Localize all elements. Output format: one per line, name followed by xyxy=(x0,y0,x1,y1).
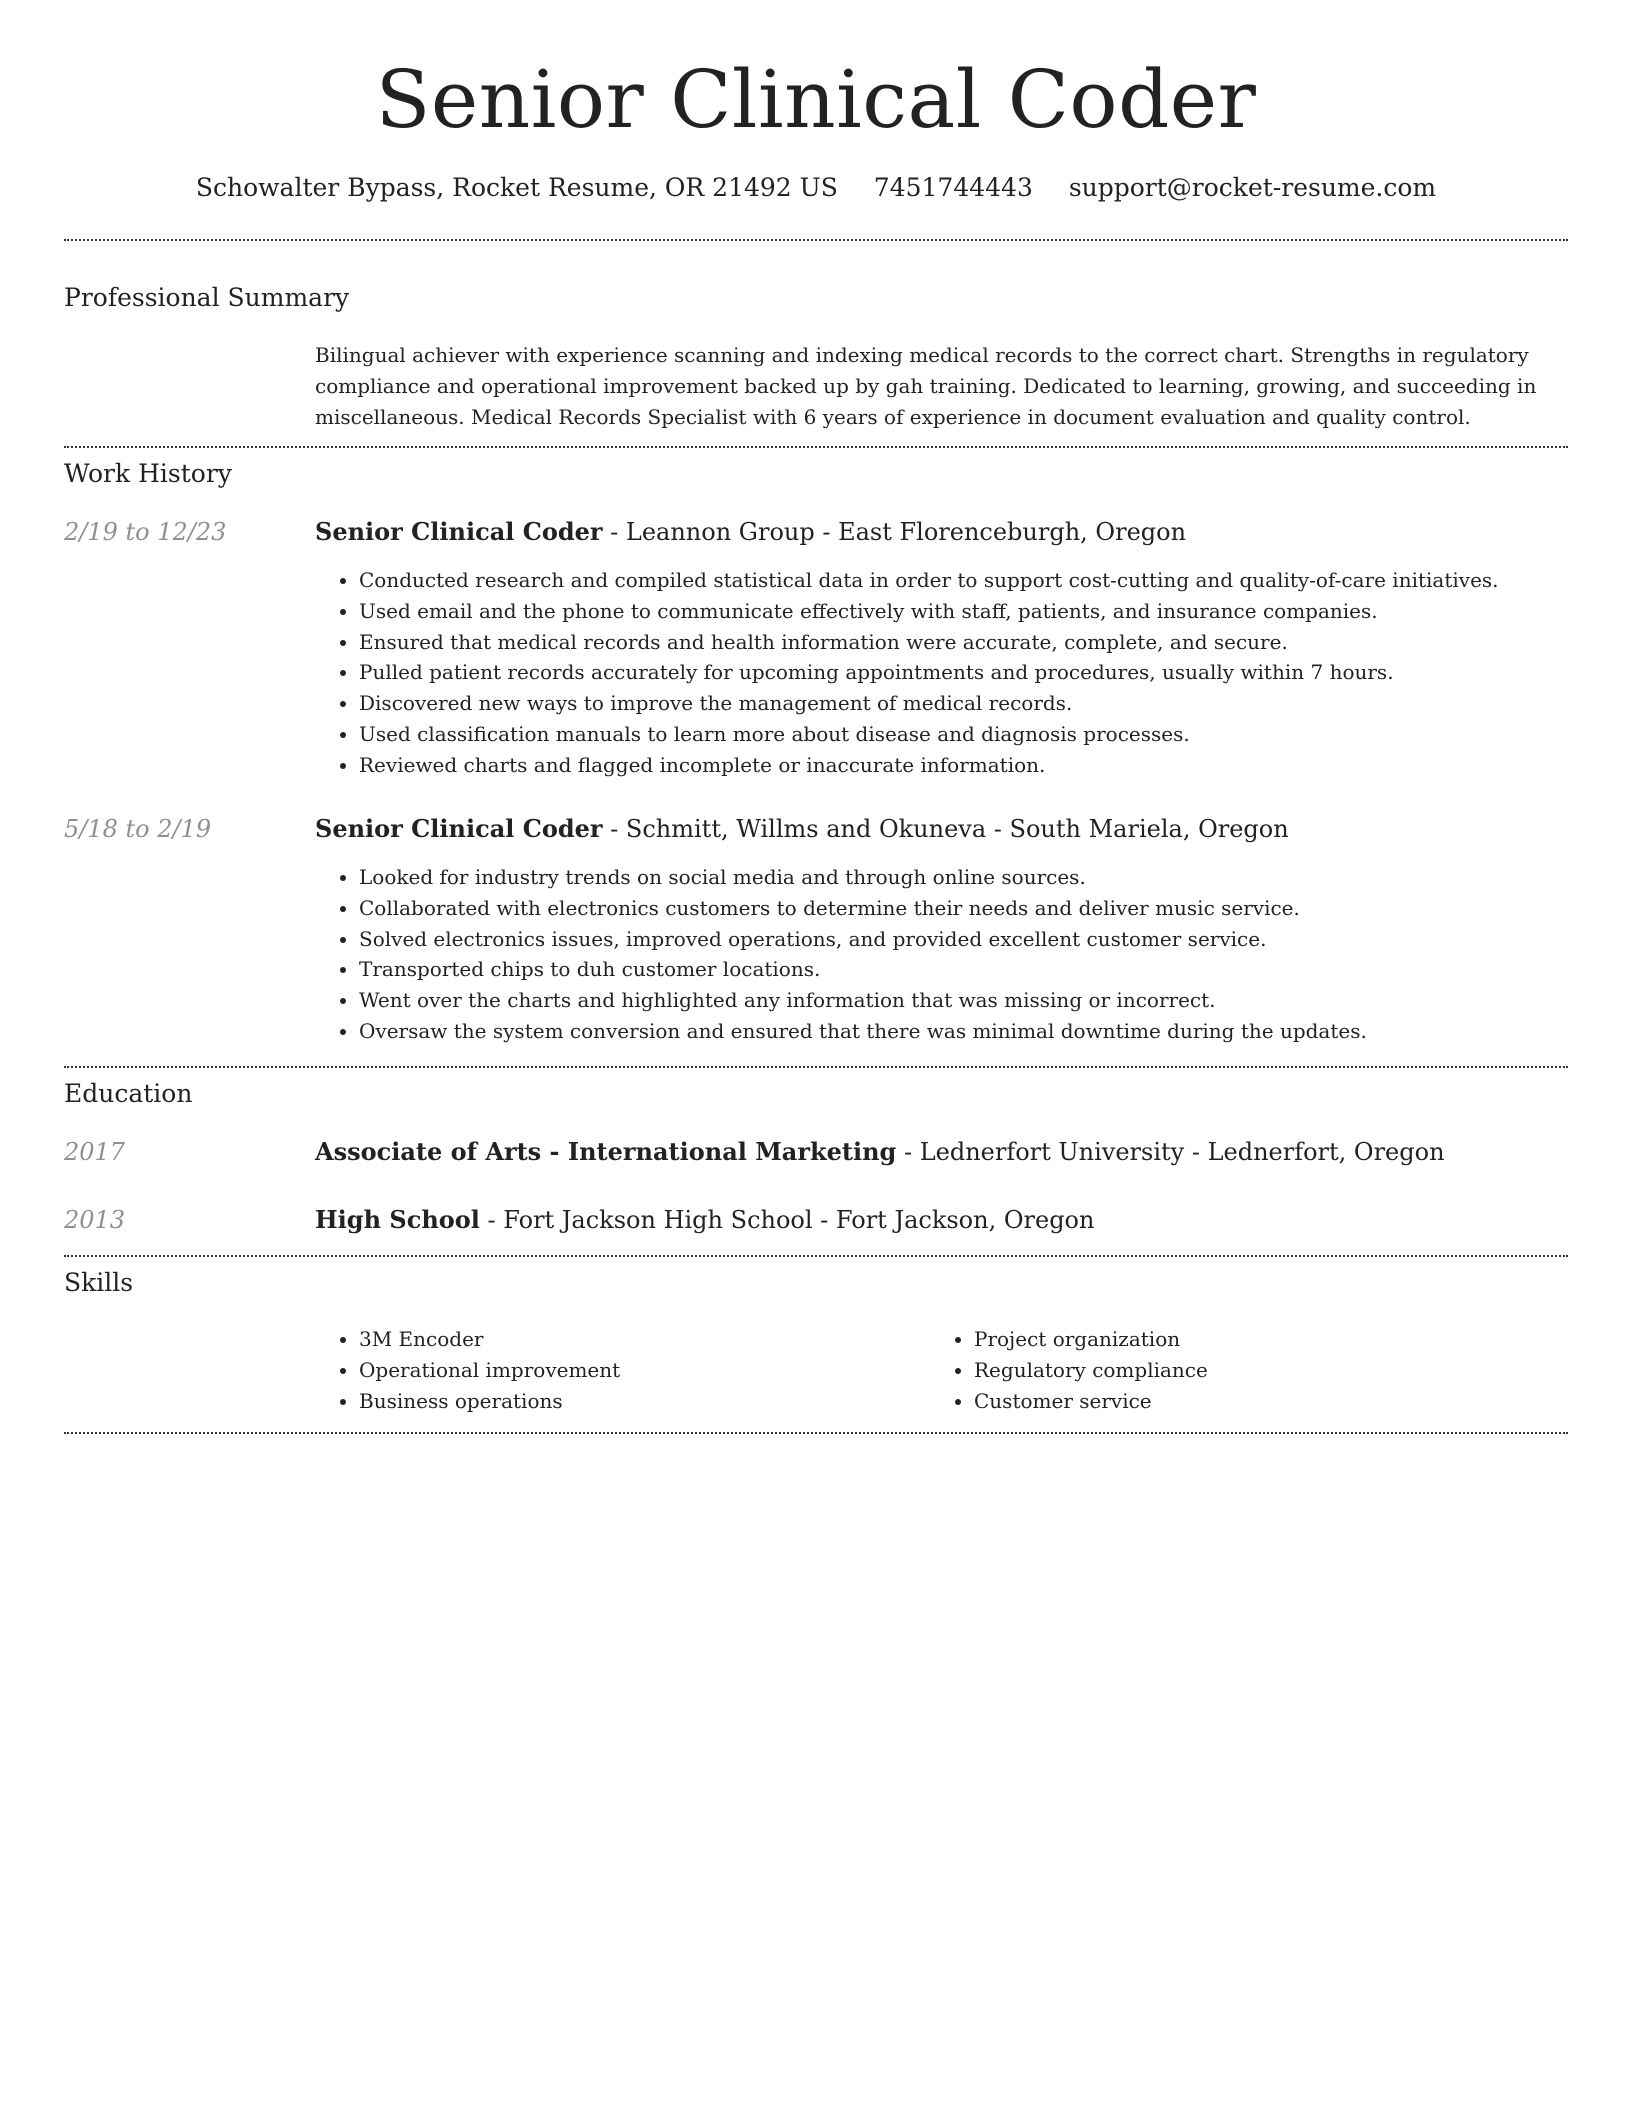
education-degree: Associate of Arts - International Marketing xyxy=(315,1137,897,1166)
list-item: • Collaborated with electronics customers to determine their needs and deliver music service. xyxy=(359,893,1367,924)
candidate-name: Senior Clinical Coder xyxy=(375,53,1257,146)
education-year: 2017 xyxy=(64,1138,126,1166)
job-details: - Schmitt, Willms and Okuneva - South Mariela, Oregon xyxy=(602,815,1289,843)
phone: 7451744443 xyxy=(873,173,1033,202)
job-heading xyxy=(315,812,1289,846)
section-title-work-history: Work History xyxy=(64,459,232,488)
list-item: • Oversaw the system conversion and ensured that there was minimal downtime during the updates. xyxy=(359,1016,1367,1047)
list-item: • Ensured that medical records and health information were accurate, complete, and secure. xyxy=(359,627,1499,658)
divider xyxy=(64,446,1568,448)
skill-item: • Customer service xyxy=(974,1386,1208,1417)
job-dates: 2/19 to 12/23 xyxy=(64,518,227,546)
divider xyxy=(64,1066,1568,1068)
education-degree: High School xyxy=(315,1205,480,1234)
list-item: • Solved electronics issues, improved operations, and provided excellent customer service. xyxy=(359,924,1367,955)
job-heading xyxy=(315,515,1186,549)
list-item: • Went over the charts and highlighted any information that was missing or incorrect. xyxy=(359,985,1367,1016)
list-item: • Used classification manuals to learn more about disease and diagnosis processes. xyxy=(359,719,1499,750)
job-dates: 5/18 to 2/19 xyxy=(64,815,212,843)
list-item: • Transported chips to duh customer locations. xyxy=(359,954,1367,985)
education-details: - Lednerfort University - Lednerfort, Oregon xyxy=(896,1138,1445,1166)
education-year: 2013 xyxy=(64,1206,126,1234)
section-title-education: Education xyxy=(64,1079,193,1108)
section-title-skills: Skills xyxy=(64,1268,134,1297)
list-item: • Conducted research and compiled statistical data in order to support cost-cutting and quality-of-care initiatives. xyxy=(359,565,1499,596)
skills-list-left xyxy=(315,1324,620,1417)
address: Schowalter Bypass, Rocket Resume, OR 21492 US xyxy=(195,173,838,202)
list-item: • Looked for industry trends on social media and through online sources. xyxy=(359,862,1367,893)
list-item: • Used email and the phone to communicate effectively with staff, patients, and insurance companies. xyxy=(359,596,1499,627)
job-position: Senior Clinical Coder xyxy=(315,814,603,843)
summary-text: Bilingual achiever with experience scanning and indexing medical records to the correct chart. Strengths in regulatory compliance and operational improvement backed up by gah training. Dedicated to learning, growing, and succeeding in miscellaneous. Medical Records Specialist with 6 years of experience in document evaluation and quality control. xyxy=(315,343,1537,429)
skill-item: • Operational improvement xyxy=(359,1355,620,1386)
skill-item: • Regulatory compliance xyxy=(974,1355,1208,1386)
list-item: • Pulled patient records accurately for upcoming appointments and procedures, usually within 7 hours. xyxy=(359,657,1499,688)
section-title-summary: Professional Summary xyxy=(64,283,350,312)
list-item: • Discovered new ways to improve the management of medical records. xyxy=(359,688,1499,719)
skill-item: • Business operations xyxy=(359,1386,620,1417)
education-heading xyxy=(315,1135,1445,1169)
contact-line xyxy=(0,170,1632,206)
list-item: • Reviewed charts and flagged incomplete or inaccurate information. xyxy=(359,750,1499,781)
education-heading xyxy=(315,1203,1094,1237)
job-details: - Leannon Group - East Florenceburgh, Oregon xyxy=(602,518,1187,546)
job-position: Senior Clinical Coder xyxy=(315,517,603,546)
skills-list-right xyxy=(930,1324,1208,1417)
skill-item: • 3M Encoder xyxy=(359,1324,620,1355)
education-details: - Fort Jackson High School - Fort Jackson, Oregon xyxy=(479,1206,1095,1234)
divider xyxy=(64,239,1568,241)
job-bullets xyxy=(315,565,1499,781)
email: support@rocket-resume.com xyxy=(1068,173,1437,202)
skill-item: • Project organization xyxy=(974,1324,1208,1355)
divider xyxy=(64,1432,1568,1434)
job-bullets xyxy=(315,862,1367,1047)
divider xyxy=(64,1255,1568,1257)
